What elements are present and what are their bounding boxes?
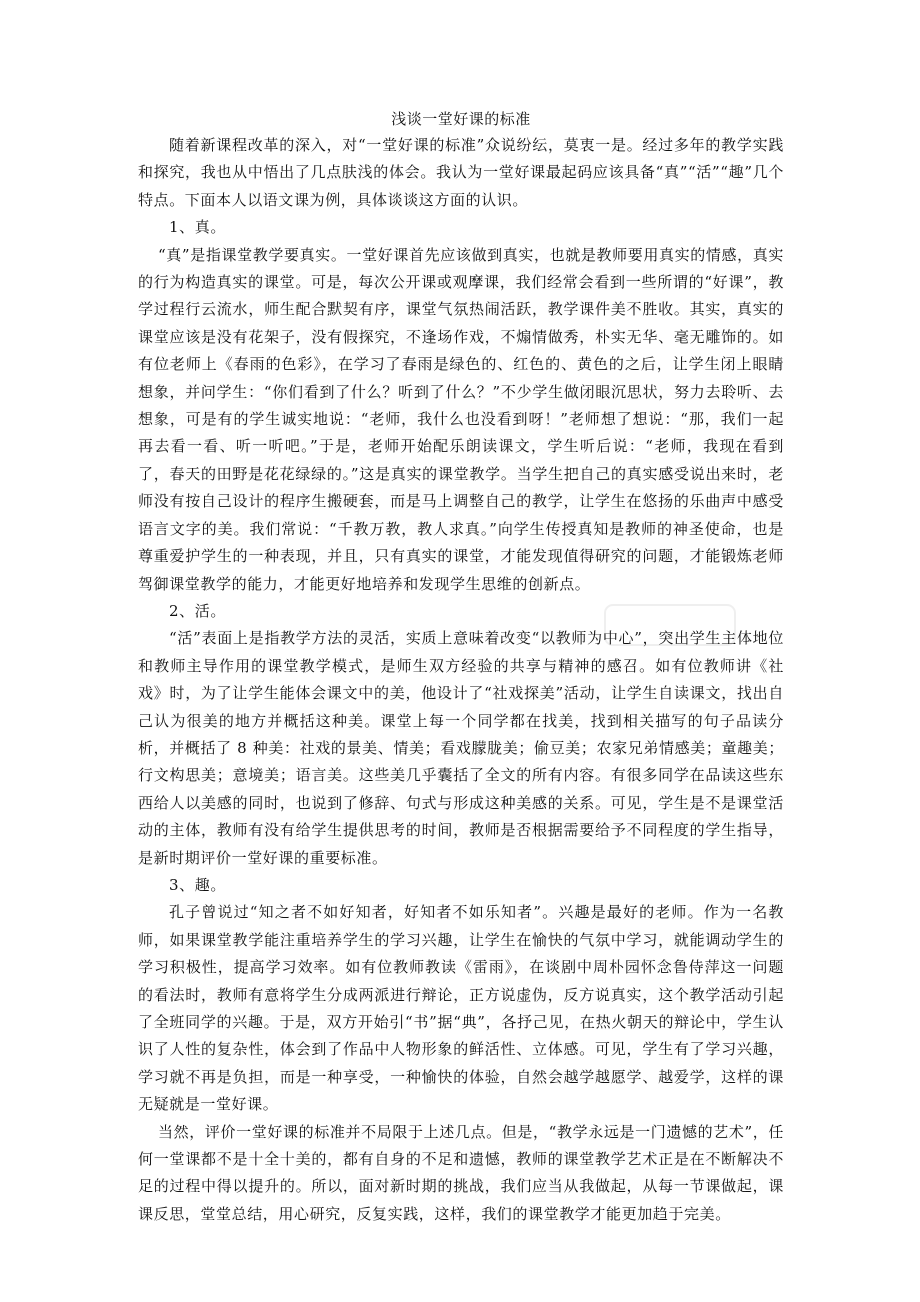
intro-paragraph: 随着新课程改革的深入，对“一堂好课的标准”众说纷纭，莫衷一是。经过多年的教学实践和探究，我也从中悟出了几点肤浅的体会。我认为一堂好课最起码应该具备“真”“活”“趣”几个特点。下面本人以语文课为例，具体谈谈这方面的认识。	[138, 136, 784, 209]
section-heading-huo: 2、活。	[169, 601, 226, 620]
section-body-huo: “活”表面上是指教学方法的灵活，实质上意味着改变“以教师为中心”，突出学生主体地位和教师主导作用的课堂教学模式，是师生双方经验的共享与精神的感召。如有位教师讲《社戏》时，为了让学生能体会课文中的美，他设计了“社戏探美”活动，让学生自读课文，找出自己认为很美的地方并概括这种美。课堂上每一个同学都在找美，找到相关描写的句子品读分析，并概括了 8 种美：社戏的景美、情美；看戏朦胧美；偷豆美；农家兄弟情感美；童趣美；行文构思美；意境美；语言美。这些美几乎囊括了全文的所有内容。有很多同学在品读这些东西给人以美感的同时，也说到了修辞、句式与形成这种美感的关系。可见，学生是不是课堂活动的主体，教师有没有给学生提供思考的时间，教师是否根据需要给予不同程度的学生指导，是新时期评价一堂好课的重要标准。	[138, 629, 784, 867]
section-heading-qu: 3、趣。	[169, 875, 226, 894]
section-body-qu: 孔子曾说过“知之者不如好知者，好知者不如乐知者”。兴趣是最好的老师。作为一名教师，如果课堂教学能注重培养学生的学习兴趣，让学生在愉快的气氛中学习，就能调动学生的学习积极性，提高学习效率。如有位教师教读《雷雨》，在谈剧中周朴园怀念鲁侍萍这一问题的看法时，教师有意将学生分成两派进行辩论，正方说虚伪，反方说真实，这个教学活动引起了全班同学的兴趣。于是，双方开始引“书”据“典”，各抒己见，在热火朝天的辩论中，学生认识了人性的复杂性，体会到了作品中人物形象的鲜活性、立体感。可见，学生有了学习兴趣，学习就不再是负担，而是一种享受，一种愉快的体验，自然会越学越愿学、越爱学，这样的课无疑就是一堂好课。	[138, 903, 784, 1114]
conclusion-paragraph: 当然，评价一堂好课的标准并不局限于上述几点。但是，“教学永远是一门遗憾的艺术”，任何一堂课都不是十全十美的，都有自身的不足和遗憾，教师的课堂教学艺术正是在不断解决不足的过程中得以提升的。所以，面对新时期的挑战，我们应当从我做起，从每一节课做起，课课反思，堂堂总结，用心研究，反复实践，这样，我们的课堂教学才能更加趋于完美。	[138, 1122, 784, 1223]
document-title: 浅谈一堂好课的标准	[391, 110, 531, 128]
section-heading-zhen: 1、真。	[169, 218, 226, 237]
section-body-zhen: “真”是指课堂教学要真实。一堂好课首先应该做到真实，也就是教师要用真实的情感，真实的行为构造真实的课堂。可是，每次公开课或观摩课，我们经常会看到一些所谓的“好课”，教学过程行云流水，师生配合默契有序，课堂气氛热闹活跃，教学课件美不胜收。其实，真实的课堂应该是没有花架子，没有假探究，不逢场作戏，不煽情做秀，朴实无华、毫无雕饰的。如有位老师上《春雨的色彩》，在学习了春雨是绿色的、红色的、黄色的之后，让学生闭上眼睛想象，并问学生：“你们看到了什么？听到了什么？”不少学生做闭眼沉思状，努力去聆听、去想象，可是有的学生诚实地说：“老师，我什么也没看到呀！”老师想了想说：“那，我们一起再去看一看、听一听吧。”于是，老师开始配乐朗读课文，学生听后说：“老师，我现在看到了，春天的田野是花花绿绿的。”这是真实的课堂教学。当学生把自己的真实感受说出来时，老师没有按自己设计的程序生搬硬套，而是马上调整自己的教学，让学生在悠扬的乐曲声中感受语言文字的美。我们常说：“千教万教，教人求真。”向学生传授真知是教师的神圣使命，也是尊重爱护学生的一种表现，并且，只有真实的课堂，才能发现值得研究的问题，才能锻炼老师驾御课堂教学的能力，才能更好地培养和发现学生思维的创新点。	[138, 245, 784, 593]
document-page	[138, 108, 784, 1228]
